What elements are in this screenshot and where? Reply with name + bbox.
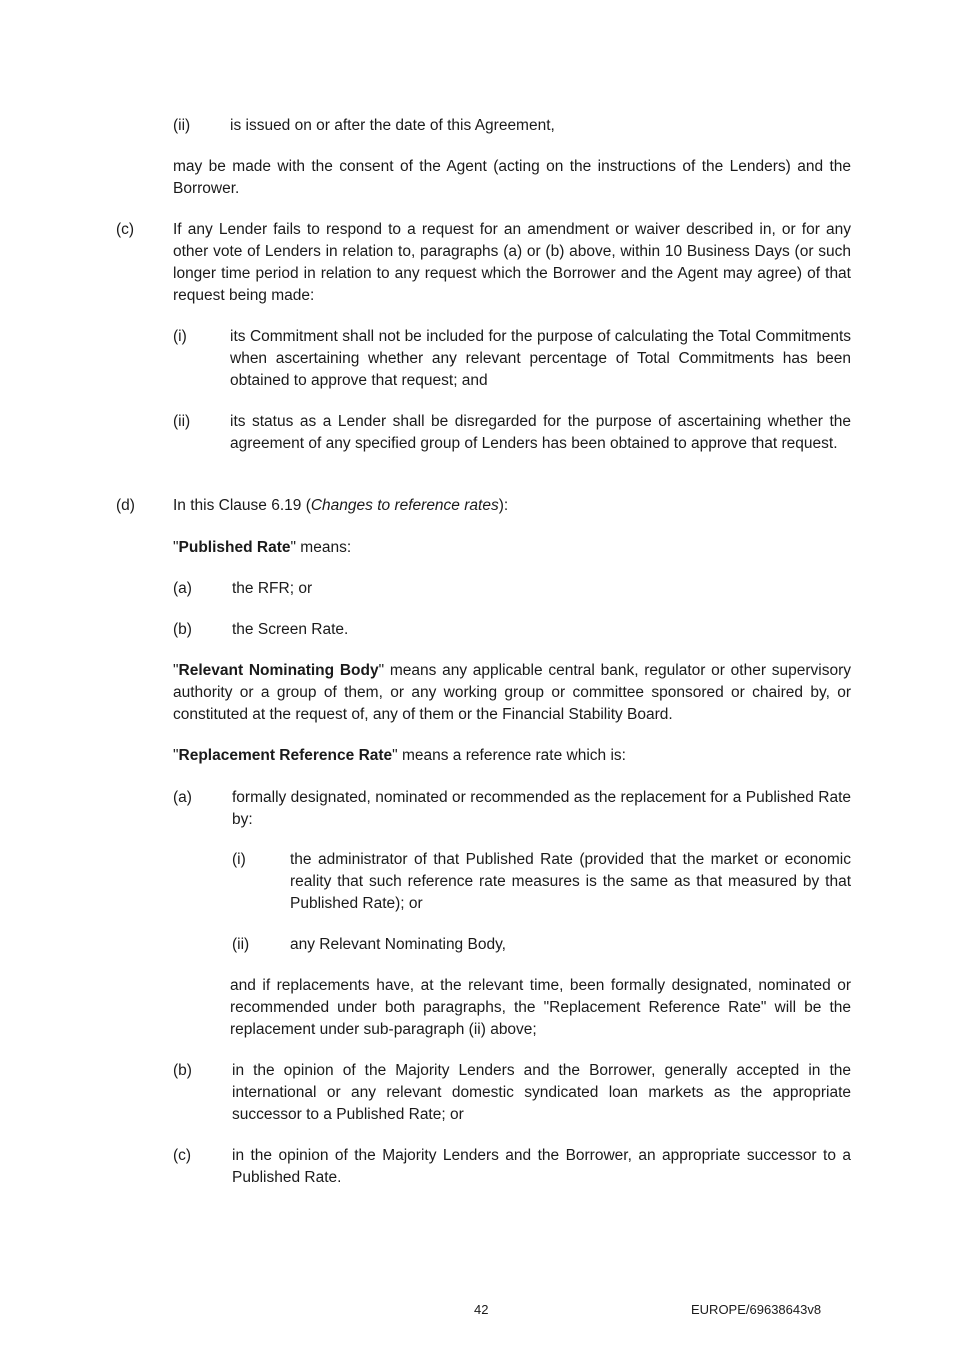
defined-term: Replacement Reference Rate [178, 747, 393, 764]
document-reference: EUROPE/69638643v8 [691, 1302, 822, 1317]
rrr-a-i-label: (i) [232, 851, 246, 868]
item-c-i-label: (i) [173, 328, 187, 345]
item-d-text: In this Clause 6.19 (Changes to reference rates): [173, 497, 509, 514]
published-rate-b-text: the Screen Rate. [232, 621, 349, 638]
rrr-c-label: (c) [173, 1147, 192, 1164]
rrr-a-i-text: the administrator of that Published Rate (provided that the market or economic reality that such reference rate measures is the same as that measured by that Published Rate); or [290, 851, 851, 912]
defined-term: Published Rate [178, 539, 291, 556]
rrr-c-text: in the opinion of the Majority Lenders and the Borrower, an appropriate successor to a Published Rate. [232, 1147, 851, 1186]
item-b-ii-label: (ii) [173, 117, 191, 134]
rrr-a-label: (a) [173, 789, 192, 806]
rrr-a-text: formally designated, nominated or recommended as the replacement for a Published Rate by: [232, 789, 851, 828]
rrr-a-ii-text: any Relevant Nominating Body, [290, 936, 506, 953]
item-d-label: (d) [116, 497, 135, 514]
item-c-label: (c) [116, 221, 135, 238]
defined-term: Relevant Nominating Body [178, 662, 379, 679]
rrr-a-ii-label: (ii) [232, 936, 250, 953]
published-rate-b-label: (b) [173, 621, 192, 638]
item-c-ii-label: (ii) [173, 413, 191, 430]
published-rate-a-text: the RFR; or [232, 580, 313, 597]
rrr-b-text: in the opinion of the Majority Lenders and the Borrower, generally accepted in the international or any relevant domestic syndicated loan markets as the appropriate successor to a Published Rate; or [232, 1062, 851, 1123]
relevant-nominating-body-definition: "Relevant Nominating Body" means any applicable central bank, regulator or other supervisory authority or a group of them, or any working group or committee sponsored or chaired by, or constituted at the request of, any of them or the Financial Stability Board. [173, 662, 851, 723]
clause-title: Changes to reference rates [310, 497, 499, 514]
item-c-ii-text: its status as a Lender shall be disregarded for the purpose of ascertaining whether the agreement of any specified group of Lenders has been obtained to approve that request. [230, 413, 851, 452]
item-c-i-text: its Commitment shall not be included for the purpose of calculating the Total Commitments when ascertaining whether any relevant percentage of Total Commitments has been obtained to approve that request; and [230, 328, 851, 389]
item-b-tail: may be made with the consent of the Agent (acting on the instructions of the Lenders) and the Borrower. [173, 158, 851, 197]
published-rate-definition: "Published Rate" means: [173, 539, 352, 556]
published-rate-a-label: (a) [173, 580, 192, 597]
item-c-text: If any Lender fails to respond to a request for an amendment or waiver described in, or for any other vote of Lenders in relation to, paragraphs (a) or (b) above, within 10 Business Days (or such longer time period in relation to any request which the Borrower and the Agent may agree) of that request being made: [173, 221, 851, 304]
replacement-reference-rate-definition: "Replacement Reference Rate" means a reference rate which is: [173, 747, 626, 764]
page-number: 42 [474, 1302, 489, 1317]
rrr-b-label: (b) [173, 1062, 192, 1079]
rrr-a-tail: and if replacements have, at the relevant time, been formally designated, nominated or recommended under both paragraphs, the "Replacement Reference Rate" will be the replacement under sub-paragraph (ii) above; [230, 977, 851, 1038]
item-b-ii-text: is issued on or after the date of this Agreement, [230, 117, 555, 134]
